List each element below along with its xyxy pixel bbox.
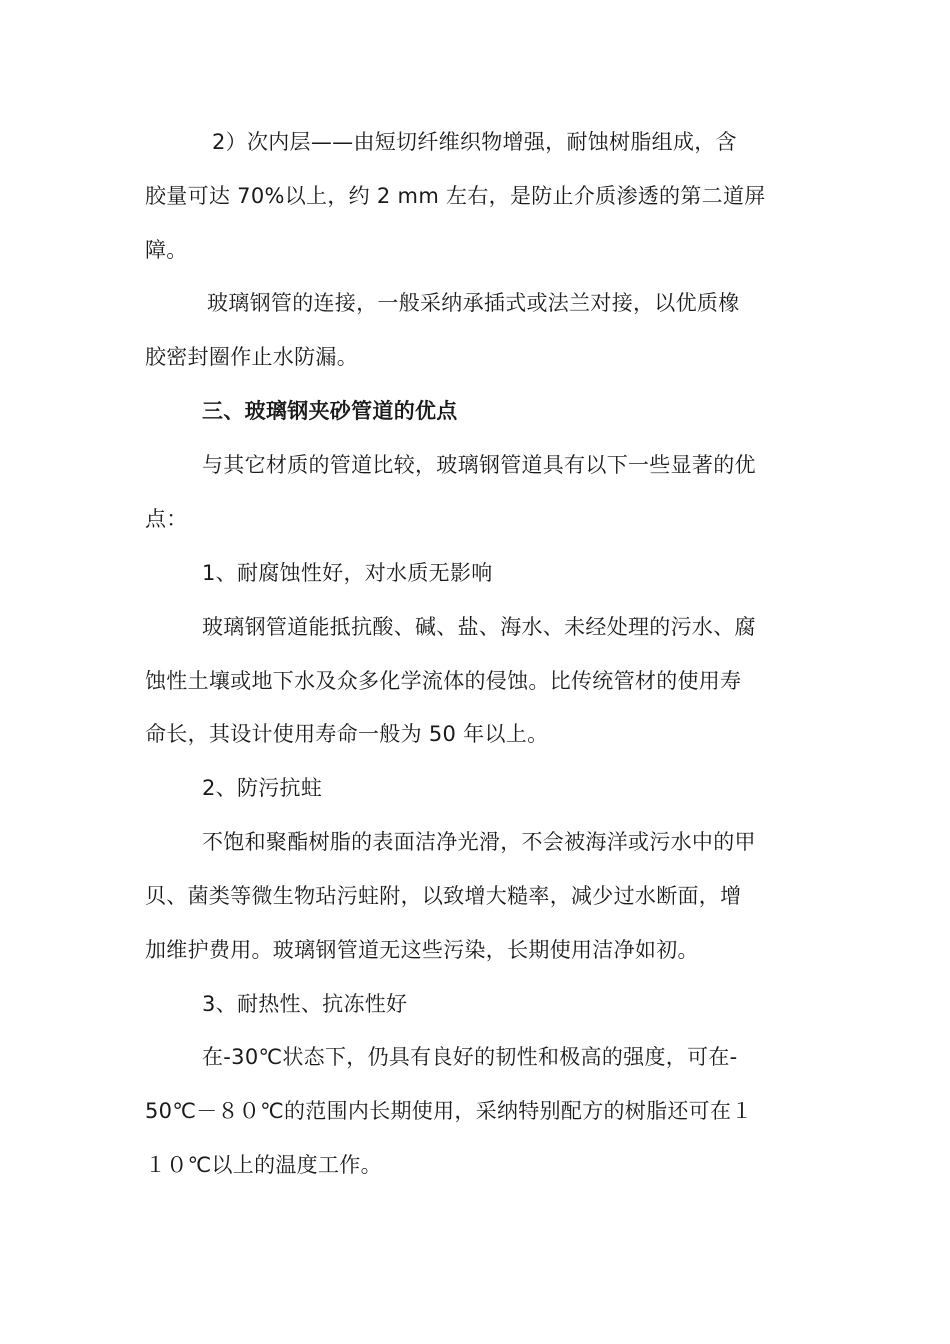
- subheading-3: 3、耐热性、抗冻性好: [202, 992, 408, 1016]
- paragraph-line-2: 胶量可达 70%以上，约 2 mm 左右，是防止介质渗透的第二道屏: [145, 184, 766, 208]
- paragraph-line-4: 玻璃钢管的连接，一般采纳承插式或法兰对接，以优质橡: [207, 291, 740, 315]
- paragraph-line-1: 2）次内层——由短切纤维织物增强，耐蚀树脂组成，含: [212, 130, 737, 154]
- paragraph-line-7: 与其它材质的管道比较，玻璃钢管道具有以下一些显著的优: [202, 453, 756, 477]
- paragraph-line-10: 玻璃钢管道能抵抗酸、碱、盐、海水、未经处理的污水、腐: [202, 615, 756, 639]
- paragraph-line-19: 50℃－８０℃的范围内长期使用，采纳特别配方的树脂还可在１: [145, 1099, 753, 1123]
- paragraph-line-3: 障。: [145, 238, 188, 262]
- paragraph-line-5: 胶密封圈作止水防漏。: [145, 345, 358, 369]
- section-heading: 三、玻璃钢夹砂管道的优点: [202, 399, 458, 423]
- paragraph-line-18: 在-30℃状态下，仍具有良好的韧性和极高的强度，可在-: [202, 1045, 738, 1069]
- paragraph-line-11: 蚀性土壤或地下水及众多化学流体的侵蚀。比传统管材的使用寿: [145, 669, 742, 693]
- subheading-2: 2、防污抗蛀: [202, 776, 323, 800]
- paragraph-line-20: １０℃以上的温度工作。: [145, 1153, 382, 1177]
- paragraph-line-8: 点：: [145, 507, 188, 531]
- subheading-1: 1、耐腐蚀性好，对水质无影响: [202, 561, 493, 585]
- paragraph-line-14: 不饱和聚酯树脂的表面洁净光滑，不会被海洋或污水中的甲: [202, 830, 756, 854]
- paragraph-line-15: 贝、菌类等微生物玷污蛀附，以致增大糙率，减少过水断面，增: [145, 884, 742, 908]
- paragraph-line-16: 加维护费用。玻璃钢管道无这些污染，长期使用洁净如初。: [145, 938, 699, 962]
- paragraph-line-12: 命长，其设计使用寿命一般为 50 年以上。: [145, 722, 549, 746]
